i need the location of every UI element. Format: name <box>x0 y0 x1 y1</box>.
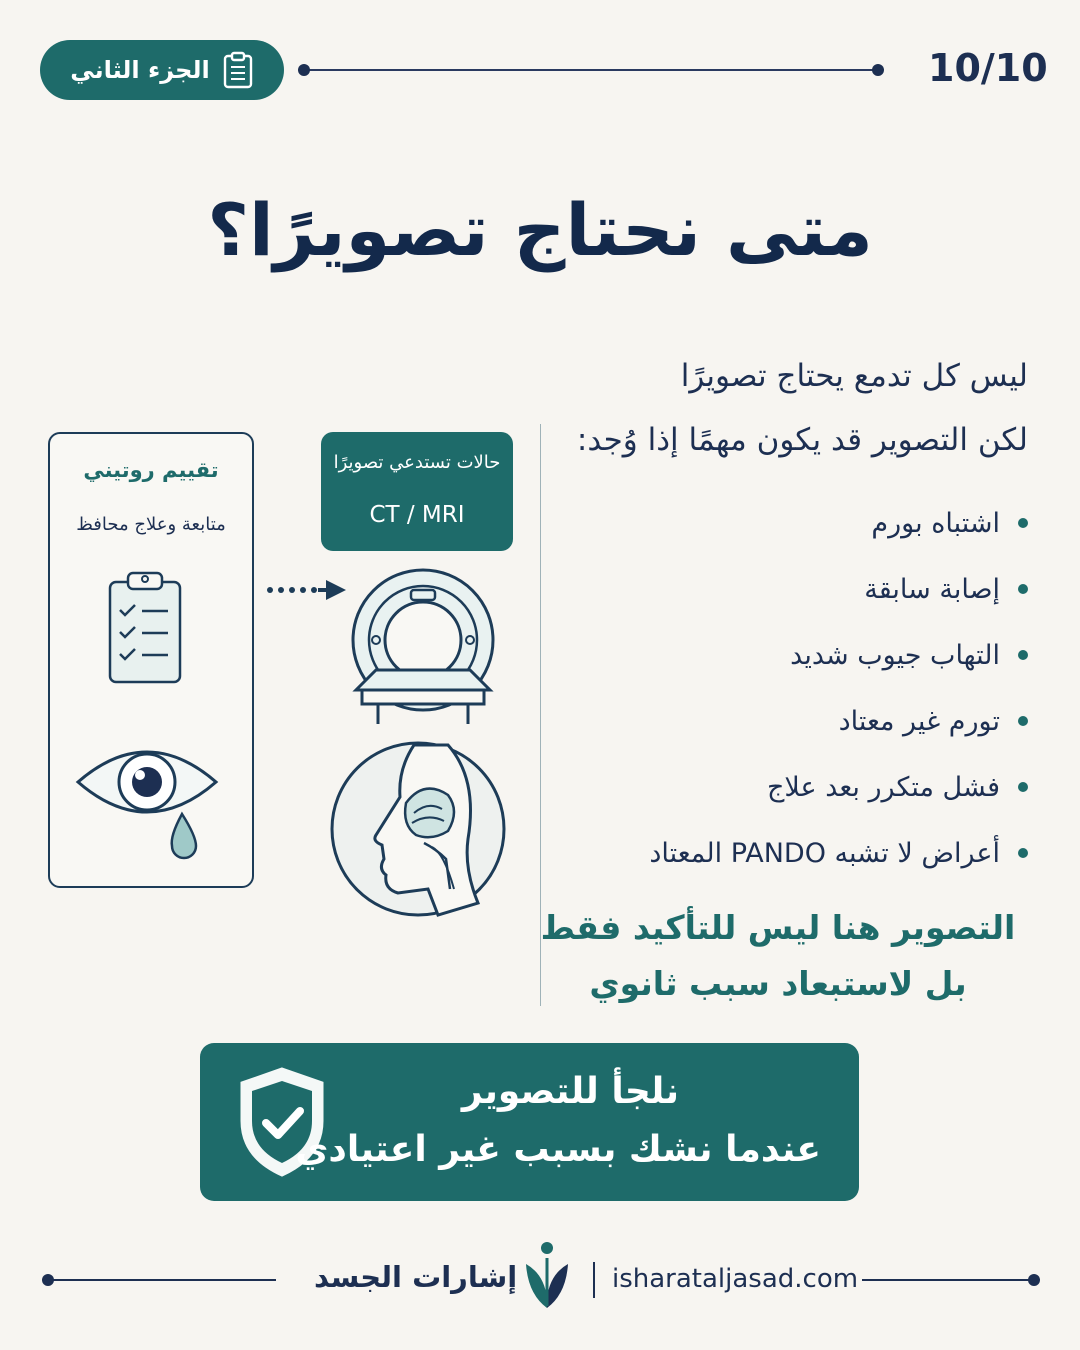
website-link[interactable]: isharataljasad.com <box>612 1264 859 1294</box>
condition-text: فشل متكرر بعد علاج <box>766 771 1000 803</box>
header-divider <box>302 69 878 71</box>
page-title: متى نحتاج تصويرًا؟ <box>207 188 873 272</box>
bullet-icon <box>1018 848 1028 858</box>
conditions-list <box>548 490 1028 886</box>
checklist-icon <box>106 570 186 688</box>
leaf-person-logo-icon <box>522 1240 572 1312</box>
routine-assessment-card <box>48 432 254 888</box>
routine-title: تقييم روتيني <box>83 458 219 482</box>
bullet-icon <box>1018 584 1028 594</box>
arrow-icon <box>266 578 348 602</box>
bullet-icon <box>1018 518 1028 528</box>
sinus-anatomy-icon <box>328 739 508 919</box>
condition-text: أعراض لا تشبه PANDO المعتاد <box>649 837 1000 869</box>
condition-text: تورم غير معتاد <box>838 705 1000 737</box>
list-item <box>548 688 1028 754</box>
page-counter: 10/10 <box>928 46 1048 90</box>
imaging-cases-box <box>321 432 513 551</box>
imaging-cases-title: حالات تستدعي تصويرًا <box>333 452 501 473</box>
list-item <box>548 490 1028 556</box>
column-divider <box>540 424 541 1006</box>
footer-divider-dot <box>42 1274 54 1286</box>
emphasis-line-1: التصوير هنا ليس للتأكيد فقط <box>540 908 1016 947</box>
list-item <box>548 556 1028 622</box>
clipboard-icon <box>222 51 254 89</box>
imaging-modalities: CT / MRI <box>369 502 465 528</box>
banner-line-2: عندما نشك بسبب غير اعتيادي <box>295 1129 821 1170</box>
footer-divider-dot <box>1028 1274 1040 1286</box>
part-badge <box>40 40 284 100</box>
list-item <box>548 622 1028 688</box>
emphasis-line-2: بل لاستبعاد سبب ثانوي <box>589 964 967 1003</box>
routine-subtitle: متابعة وعلاج محافظ <box>76 514 226 535</box>
teary-eye-icon <box>72 732 222 866</box>
list-item <box>548 820 1028 886</box>
footer-divider <box>862 1279 1034 1281</box>
part-label: الجزء الثاني <box>70 56 210 84</box>
bullet-icon <box>1018 782 1028 792</box>
footer-separator <box>593 1262 595 1298</box>
list-item <box>548 754 1028 820</box>
intro-line-1: ليس كل تدمع يحتاج تصويرًا <box>680 358 1028 394</box>
bullet-icon <box>1018 650 1028 660</box>
brand-name: إشارات الجسد <box>314 1260 518 1294</box>
footer-divider <box>48 1279 276 1281</box>
header-divider-dot <box>298 64 310 76</box>
banner-line-1: نلجأ للتصوير <box>461 1071 679 1112</box>
header-divider-dot <box>872 64 884 76</box>
condition-text: إصابة سابقة <box>864 573 1000 605</box>
bullet-icon <box>1018 716 1028 726</box>
condition-text: التهاب جيوب شديد <box>790 639 1000 671</box>
intro-line-2: لكن التصوير قد يكون مهمًا إذا وُجد: <box>576 422 1028 458</box>
ct-scanner-icon <box>348 566 498 728</box>
conclusion-banner <box>200 1043 859 1201</box>
condition-text: اشتباه بورم <box>871 507 1000 539</box>
